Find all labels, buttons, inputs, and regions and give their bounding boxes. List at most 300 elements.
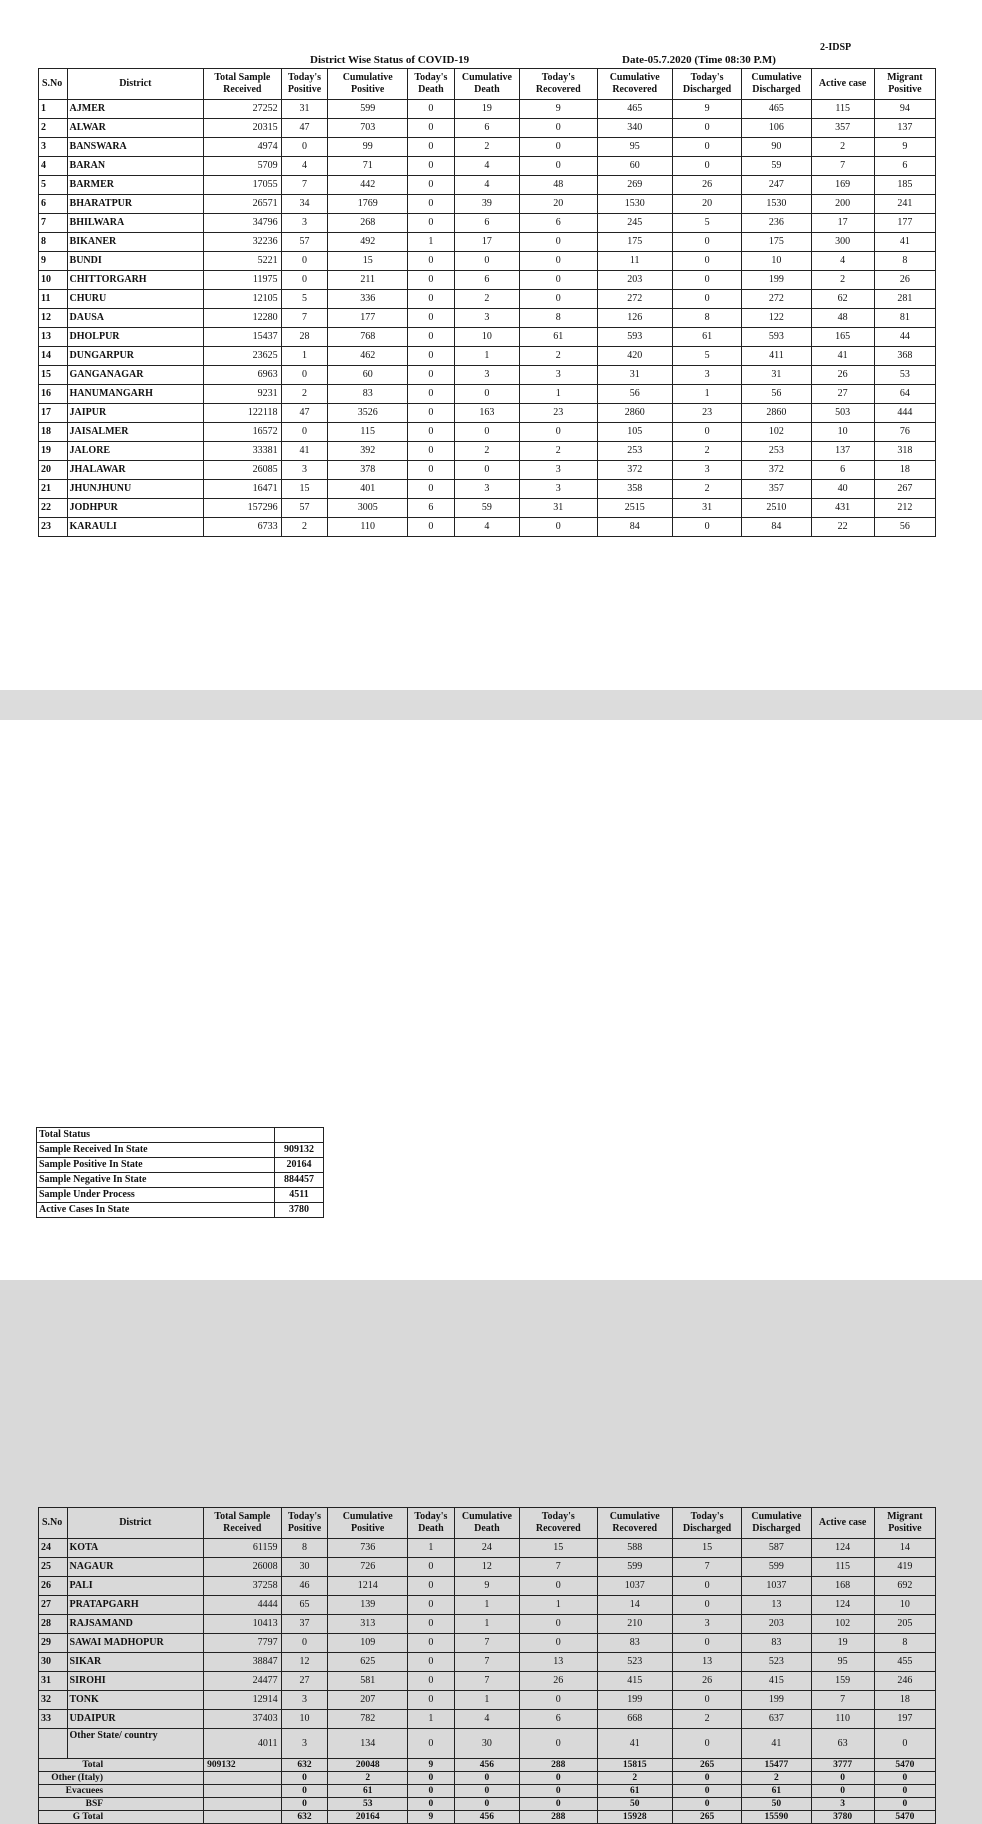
value-cell: 3 — [281, 1691, 328, 1710]
value-cell: 14 — [597, 1596, 672, 1615]
serial-cell: 18 — [39, 423, 68, 442]
district-cell: BARAN — [67, 157, 204, 176]
value-cell: 12 — [454, 1558, 519, 1577]
total-status-row — [37, 1188, 324, 1203]
district-cell: BANSWARA — [67, 138, 204, 157]
value-cell: 2 — [811, 138, 874, 157]
value-cell: 175 — [742, 233, 811, 252]
value-cell: 465 — [597, 100, 672, 119]
value-cell: 0 — [407, 1653, 454, 1672]
summary-value: 3 — [811, 1798, 874, 1811]
value-cell: 4 — [454, 518, 519, 537]
serial-cell: 15 — [39, 366, 68, 385]
serial-cell: 14 — [39, 347, 68, 366]
value-cell: 16471 — [204, 480, 281, 499]
value-cell: 8 — [281, 1539, 328, 1558]
summary-value: 0 — [672, 1772, 741, 1785]
table-row — [39, 1615, 936, 1634]
header-cell: Active case — [811, 1508, 874, 1539]
value-cell: 10 — [454, 328, 519, 347]
value-cell: 137 — [811, 442, 874, 461]
value-cell: 1 — [454, 1615, 519, 1634]
district-cell: JAIPUR — [67, 404, 204, 423]
value-cell: 8 — [874, 1634, 935, 1653]
value-cell: 15 — [672, 1539, 741, 1558]
value-cell: 6 — [520, 214, 597, 233]
value-cell: 4974 — [204, 138, 281, 157]
summary-value: 0 — [454, 1785, 519, 1798]
value-cell: 3005 — [328, 499, 408, 518]
value-cell: 17 — [454, 233, 519, 252]
table-row — [39, 1691, 936, 1710]
serial-cell: 32 — [39, 1691, 68, 1710]
summary-value: 909132 — [204, 1759, 281, 1772]
value-cell: 0 — [407, 1729, 454, 1759]
district-cell: JHALAWAR — [67, 461, 204, 480]
value-cell: 124 — [811, 1596, 874, 1615]
table-row — [39, 1634, 936, 1653]
value-cell: 336 — [328, 290, 408, 309]
value-cell: 0 — [454, 385, 519, 404]
serial-cell: 13 — [39, 328, 68, 347]
value-cell: 39 — [454, 195, 519, 214]
value-cell: 2 — [672, 442, 741, 461]
value-cell: 95 — [811, 1653, 874, 1672]
header-cell: Cumulative Discharged — [742, 1508, 811, 1539]
header-cell: S.No — [39, 69, 68, 100]
total-status-label: Sample Received In State — [37, 1143, 275, 1158]
serial-cell: 25 — [39, 1558, 68, 1577]
value-cell: 33381 — [204, 442, 281, 461]
value-cell: 0 — [407, 252, 454, 271]
value-cell: 22 — [811, 518, 874, 537]
summary-value: 288 — [520, 1811, 597, 1824]
value-cell: 268 — [328, 214, 408, 233]
value-cell: 1 — [407, 1539, 454, 1558]
value-cell: 2 — [454, 138, 519, 157]
value-cell: 20315 — [204, 119, 281, 138]
value-cell: 20 — [520, 195, 597, 214]
value-cell: 0 — [454, 461, 519, 480]
value-cell: 3 — [520, 366, 597, 385]
value-cell: 31 — [672, 499, 741, 518]
value-cell: 0 — [672, 138, 741, 157]
summary-value: 456 — [454, 1811, 519, 1824]
value-cell: 168 — [811, 1577, 874, 1596]
value-cell: 5 — [672, 347, 741, 366]
value-cell: 368 — [874, 347, 935, 366]
report-date: Date-05.7.2020 (Time 08:30 P.M) — [622, 54, 776, 66]
summary-value: 632 — [281, 1811, 328, 1824]
value-cell: 34796 — [204, 214, 281, 233]
district-cell: JODHPUR — [67, 499, 204, 518]
summary-value: 3780 — [811, 1811, 874, 1824]
district-cell: GANGANAGAR — [67, 366, 204, 385]
value-cell: 0 — [407, 176, 454, 195]
value-cell: 1769 — [328, 195, 408, 214]
summary-label: Evacuees — [39, 1785, 204, 1798]
value-cell: 41 — [811, 347, 874, 366]
value-cell: 0 — [520, 119, 597, 138]
value-cell: 16572 — [204, 423, 281, 442]
summary-value: 0 — [672, 1785, 741, 1798]
value-cell: 4 — [454, 1710, 519, 1729]
table-row — [39, 195, 936, 214]
header-cell: Cumulative Recovered — [597, 1508, 672, 1539]
value-cell: 40 — [811, 480, 874, 499]
value-cell: 23625 — [204, 347, 281, 366]
value-cell: 12914 — [204, 1691, 281, 1710]
value-cell: 57 — [281, 233, 328, 252]
value-cell: 2 — [454, 442, 519, 461]
value-cell: 15 — [520, 1539, 597, 1558]
value-cell: 0 — [672, 157, 741, 176]
value-cell: 197 — [874, 1710, 935, 1729]
value-cell: 0 — [407, 1596, 454, 1615]
value-cell: 0 — [672, 1596, 741, 1615]
summary-label: BSF — [39, 1798, 204, 1811]
value-cell: 2 — [672, 1710, 741, 1729]
value-cell: 0 — [672, 252, 741, 271]
value-cell: 13 — [672, 1653, 741, 1672]
summary-value: 288 — [520, 1759, 597, 1772]
value-cell: 0 — [407, 442, 454, 461]
summary-value: 0 — [874, 1798, 935, 1811]
value-cell: 10 — [742, 252, 811, 271]
summary-value: 456 — [454, 1759, 519, 1772]
serial-cell: 20 — [39, 461, 68, 480]
header-cell: Today's Positive — [281, 69, 328, 100]
district-cell: DUNGARPUR — [67, 347, 204, 366]
value-cell: 0 — [520, 1691, 597, 1710]
value-cell: 61 — [672, 328, 741, 347]
value-cell: 199 — [742, 271, 811, 290]
value-cell: 56 — [874, 518, 935, 537]
total-status-value: 884457 — [275, 1173, 324, 1188]
serial-cell: 26 — [39, 1577, 68, 1596]
value-cell: 300 — [811, 233, 874, 252]
district-cell: PRATAPGARH — [67, 1596, 204, 1615]
serial-cell: 11 — [39, 290, 68, 309]
value-cell: 1 — [520, 1596, 597, 1615]
district-cell: UDAIPUR — [67, 1710, 204, 1729]
header-cell: District — [67, 69, 204, 100]
value-cell: 267 — [874, 480, 935, 499]
value-cell: 0 — [407, 271, 454, 290]
value-cell: 165 — [811, 328, 874, 347]
value-cell: 357 — [742, 480, 811, 499]
value-cell: 8 — [520, 309, 597, 328]
total-status-row — [37, 1173, 324, 1188]
value-cell: 0 — [672, 1634, 741, 1653]
summary-value: 15477 — [742, 1759, 811, 1772]
value-cell: 4 — [281, 157, 328, 176]
value-cell: 19 — [811, 1634, 874, 1653]
value-cell: 9231 — [204, 385, 281, 404]
value-cell: 0 — [407, 214, 454, 233]
value-cell: 200 — [811, 195, 874, 214]
value-cell: 19 — [454, 100, 519, 119]
value-cell: 340 — [597, 119, 672, 138]
value-cell: 0 — [407, 385, 454, 404]
value-cell: 10413 — [204, 1615, 281, 1634]
total-status-label: Sample Under Process — [37, 1188, 275, 1203]
district-cell: JALORE — [67, 442, 204, 461]
serial-cell: 29 — [39, 1634, 68, 1653]
value-cell: 44 — [874, 328, 935, 347]
value-cell: 115 — [328, 423, 408, 442]
summary-value: 20048 — [328, 1759, 408, 1772]
value-cell: 137 — [874, 119, 935, 138]
value-cell: 736 — [328, 1539, 408, 1558]
table-row — [39, 385, 936, 404]
value-cell: 0 — [520, 138, 597, 157]
value-cell: 455 — [874, 1653, 935, 1672]
value-cell: 199 — [742, 1691, 811, 1710]
value-cell: 492 — [328, 233, 408, 252]
value-cell: 0 — [281, 252, 328, 271]
value-cell: 0 — [407, 157, 454, 176]
table-row — [39, 480, 936, 499]
total-status-label: Active Cases In State — [37, 1203, 275, 1218]
value-cell: 3 — [281, 1729, 328, 1759]
value-cell: 12 — [281, 1653, 328, 1672]
value-cell: 3 — [672, 366, 741, 385]
value-cell: 60 — [597, 157, 672, 176]
value-cell: 83 — [328, 385, 408, 404]
table-row — [39, 1596, 936, 1615]
value-cell: 0 — [672, 518, 741, 537]
summary-value: 61 — [328, 1785, 408, 1798]
value-cell: 3 — [281, 461, 328, 480]
value-cell: 8 — [672, 309, 741, 328]
value-cell: 587 — [742, 1539, 811, 1558]
value-cell: 23 — [672, 404, 741, 423]
serial-cell: 22 — [39, 499, 68, 518]
value-cell: 41 — [874, 233, 935, 252]
header-cell: Today's Recovered — [520, 1508, 597, 1539]
value-cell: 692 — [874, 1577, 935, 1596]
value-cell: 6 — [874, 157, 935, 176]
value-cell: 177 — [328, 309, 408, 328]
value-cell: 63 — [811, 1729, 874, 1759]
summary-value — [204, 1772, 281, 1785]
value-cell: 15 — [281, 480, 328, 499]
value-cell: 1 — [407, 233, 454, 252]
summary-value: 2 — [597, 1772, 672, 1785]
value-cell: 26 — [672, 1672, 741, 1691]
value-cell: 30 — [281, 1558, 328, 1577]
value-cell: 47 — [281, 404, 328, 423]
summary-value: 50 — [597, 1798, 672, 1811]
district-cell: Other State/ country — [67, 1729, 204, 1759]
value-cell: 13 — [520, 1653, 597, 1672]
value-cell: 10 — [811, 423, 874, 442]
idsp-label: 2-IDSP — [820, 42, 852, 53]
value-cell: 401 — [328, 480, 408, 499]
value-cell: 5709 — [204, 157, 281, 176]
table-row — [39, 328, 936, 347]
value-cell: 84 — [742, 518, 811, 537]
table-row — [39, 1710, 936, 1729]
value-cell: 26 — [520, 1672, 597, 1691]
value-cell: 0 — [672, 423, 741, 442]
value-cell: 13 — [742, 1596, 811, 1615]
total-status-value: 20164 — [275, 1158, 324, 1173]
value-cell: 3 — [454, 309, 519, 328]
serial-cell: 21 — [39, 480, 68, 499]
summary-value: 0 — [874, 1772, 935, 1785]
total-status-heading: Total Status — [37, 1128, 275, 1143]
value-cell: 581 — [328, 1672, 408, 1691]
summary-value: 0 — [811, 1785, 874, 1798]
value-cell: 90 — [742, 138, 811, 157]
value-cell: 105 — [597, 423, 672, 442]
serial-cell: 9 — [39, 252, 68, 271]
header-cell: Cumulative Positive — [328, 69, 408, 100]
value-cell: 59 — [742, 157, 811, 176]
total-status-blank — [275, 1128, 324, 1143]
serial-cell: 4 — [39, 157, 68, 176]
summary-value: 15815 — [597, 1759, 672, 1772]
summary-value — [204, 1785, 281, 1798]
value-cell: 7 — [520, 1558, 597, 1577]
summary-value: 0 — [407, 1785, 454, 1798]
value-cell: 0 — [520, 1634, 597, 1653]
value-cell: 20 — [672, 195, 741, 214]
table-row — [39, 119, 936, 138]
value-cell: 0 — [407, 404, 454, 423]
summary-value: 0 — [454, 1772, 519, 1785]
value-cell: 0 — [672, 1577, 741, 1596]
value-cell: 1037 — [597, 1577, 672, 1596]
value-cell: 726 — [328, 1558, 408, 1577]
value-cell: 0 — [407, 1558, 454, 1577]
summary-value: 2 — [328, 1772, 408, 1785]
value-cell: 588 — [597, 1539, 672, 1558]
value-cell: 5221 — [204, 252, 281, 271]
page-2 — [0, 720, 982, 1822]
value-cell: 28 — [281, 328, 328, 347]
value-cell: 2 — [281, 385, 328, 404]
value-cell: 15437 — [204, 328, 281, 347]
value-cell: 2 — [811, 271, 874, 290]
value-cell: 668 — [597, 1710, 672, 1729]
value-cell: 175 — [597, 233, 672, 252]
value-cell: 76 — [874, 423, 935, 442]
value-cell: 48 — [520, 176, 597, 195]
summary-value: 0 — [407, 1772, 454, 1785]
summary-label: Total — [39, 1759, 204, 1772]
district-cell: DHOLPUR — [67, 328, 204, 347]
value-cell: 392 — [328, 442, 408, 461]
header-cell: Cumulative Death — [454, 1508, 519, 1539]
value-cell: 48 — [811, 309, 874, 328]
total-status-heading-row — [37, 1128, 324, 1143]
value-cell: 41 — [597, 1729, 672, 1759]
value-cell: 0 — [672, 290, 741, 309]
table-header-row — [39, 1508, 936, 1539]
value-cell: 1 — [672, 385, 741, 404]
value-cell: 1 — [520, 385, 597, 404]
value-cell: 2515 — [597, 499, 672, 518]
summary-label: G Total — [39, 1811, 204, 1824]
value-cell: 272 — [742, 290, 811, 309]
total-status-value: 4511 — [275, 1188, 324, 1203]
value-cell: 523 — [742, 1653, 811, 1672]
value-cell: 0 — [520, 252, 597, 271]
value-cell: 26571 — [204, 195, 281, 214]
value-cell: 26008 — [204, 1558, 281, 1577]
value-cell: 32236 — [204, 233, 281, 252]
value-cell: 30 — [454, 1729, 519, 1759]
value-cell: 1 — [407, 1710, 454, 1729]
value-cell: 0 — [407, 518, 454, 537]
value-cell: 3 — [520, 480, 597, 499]
value-cell: 27 — [811, 385, 874, 404]
total-status-row — [37, 1143, 324, 1158]
page-separator — [0, 690, 982, 720]
value-cell: 109 — [328, 1634, 408, 1653]
summary-row — [39, 1798, 936, 1811]
district-status-table-2 — [38, 1507, 936, 1824]
district-cell: ALWAR — [67, 119, 204, 138]
table-row — [39, 138, 936, 157]
value-cell: 10 — [281, 1710, 328, 1729]
value-cell: 0 — [407, 328, 454, 347]
value-cell: 23 — [520, 404, 597, 423]
total-status-label: Sample Negative In State — [37, 1173, 275, 1188]
table-row — [39, 233, 936, 252]
value-cell: 102 — [811, 1615, 874, 1634]
table-row — [39, 404, 936, 423]
serial-cell: 30 — [39, 1653, 68, 1672]
value-cell: 126 — [597, 309, 672, 328]
summary-label: Other (Italy) — [39, 1772, 204, 1785]
value-cell: 431 — [811, 499, 874, 518]
district-cell: BARMER — [67, 176, 204, 195]
value-cell: 4 — [454, 157, 519, 176]
header-cell: S.No — [39, 1508, 68, 1539]
value-cell: 4011 — [204, 1729, 281, 1759]
value-cell: 599 — [742, 1558, 811, 1577]
value-cell: 6 — [811, 461, 874, 480]
district-cell: BIKANER — [67, 233, 204, 252]
value-cell: 159 — [811, 1672, 874, 1691]
value-cell: 41 — [281, 442, 328, 461]
value-cell: 378 — [328, 461, 408, 480]
value-cell: 2 — [672, 480, 741, 499]
header-cell: Cumulative Discharged — [742, 69, 811, 100]
summary-value: 0 — [520, 1772, 597, 1785]
value-cell: 1 — [281, 347, 328, 366]
table-row — [39, 252, 936, 271]
value-cell: 246 — [874, 1672, 935, 1691]
value-cell: 3 — [454, 480, 519, 499]
value-cell: 62 — [811, 290, 874, 309]
value-cell: 637 — [742, 1710, 811, 1729]
value-cell: 236 — [742, 214, 811, 233]
value-cell: 3526 — [328, 404, 408, 423]
value-cell: 203 — [742, 1615, 811, 1634]
value-cell: 157296 — [204, 499, 281, 518]
value-cell: 0 — [672, 1691, 741, 1710]
value-cell: 56 — [597, 385, 672, 404]
value-cell: 0 — [407, 1672, 454, 1691]
summary-value: 0 — [672, 1798, 741, 1811]
value-cell: 83 — [742, 1634, 811, 1653]
table-row — [39, 176, 936, 195]
